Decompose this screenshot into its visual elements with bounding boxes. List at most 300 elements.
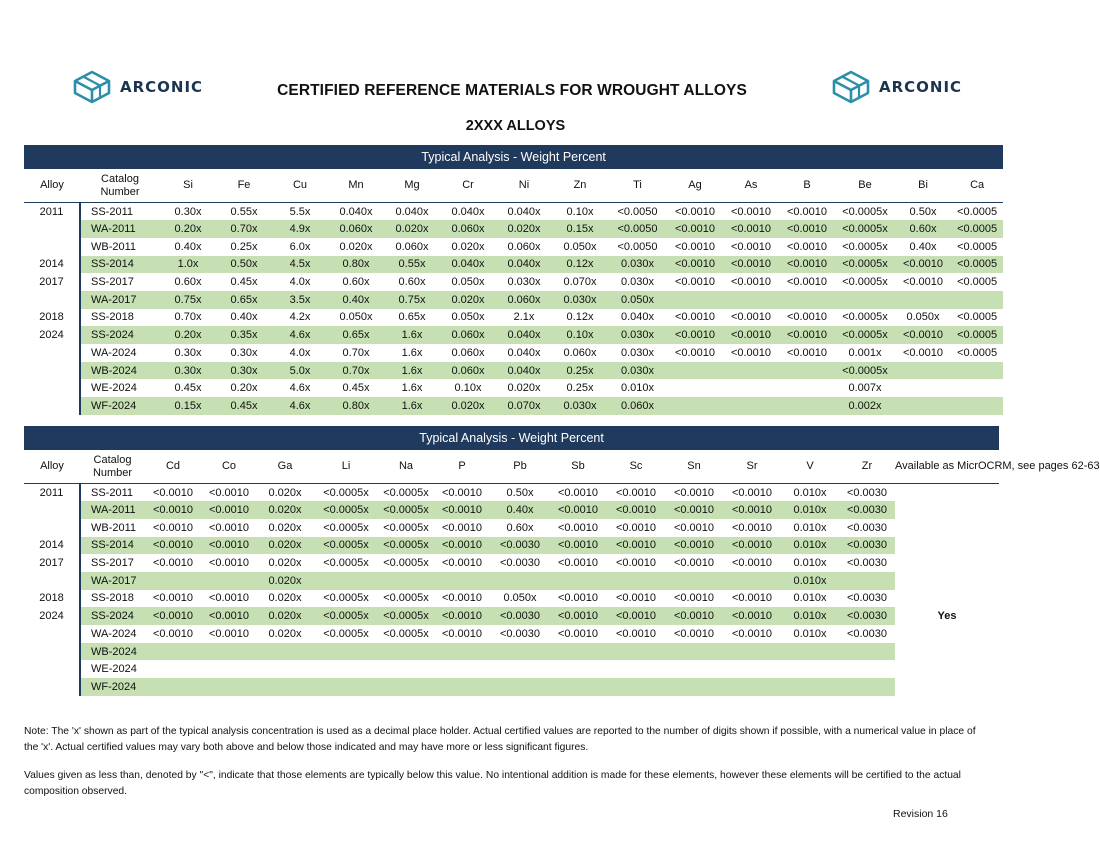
value-cell: <0.0005x: [383, 557, 429, 570]
value-cell: <0.0010: [201, 537, 257, 555]
value-cell: 0.30x: [216, 362, 272, 380]
column-header: Bi: [895, 169, 951, 203]
catalog-number-cell: WA-2011: [80, 501, 145, 519]
table-column-header-row: [24, 169, 1003, 203]
value-cell: [779, 291, 835, 309]
value-cell: 0.010x: [793, 521, 827, 534]
value-cell: [549, 572, 607, 590]
value-cell: <0.0030: [491, 607, 549, 625]
table-row: [24, 379, 1003, 397]
value-cell: <0.0010: [895, 256, 951, 274]
value-cell: 0.50x: [506, 486, 534, 499]
value-cell: <0.0005x: [835, 326, 895, 344]
column-header: As: [723, 169, 779, 203]
value-cell: <0.0010: [557, 486, 599, 499]
value-cell: [779, 397, 835, 415]
column-header: P: [433, 450, 491, 484]
value-cell: <0.0005: [957, 311, 998, 324]
value-cell: 1.0x: [160, 256, 216, 274]
value-cell: [951, 362, 1003, 380]
value-cell: <0.0010: [779, 326, 835, 344]
value-cell: 0.020x: [339, 240, 373, 253]
revision-label: Revision 16: [893, 808, 948, 820]
value-cell: <0.0010: [730, 205, 772, 218]
value-cell: 0.002x: [835, 397, 895, 415]
note-less-than: Values given as less than, denoted by "<", indicate that those elements are typically below this value. No intentional addition is made for these elements, however these elements will be certified to the actual composition observed.: [24, 770, 961, 797]
value-cell: <0.0010: [615, 486, 657, 499]
value-cell: 0.040x: [339, 205, 373, 218]
value-cell: <0.0010: [667, 220, 723, 238]
catalog-number-cell: WF-2024: [80, 397, 160, 415]
alloy-cell: [24, 362, 80, 380]
table-band-header: Typical Analysis - Weight Percent: [24, 145, 1003, 169]
value-cell: <0.0010: [779, 256, 835, 274]
column-header: Ag: [667, 169, 723, 203]
value-cell: [723, 643, 781, 661]
value-cell: <0.0010: [549, 537, 607, 555]
value-cell: 0.12x: [552, 256, 608, 274]
value-cell: 4.2x: [289, 311, 311, 324]
value-cell: 0.20x: [160, 326, 216, 344]
value-cell: [839, 643, 895, 661]
value-cell: 0.050x: [339, 311, 373, 324]
value-cell: <0.0005: [957, 276, 998, 289]
column-header: Be: [835, 169, 895, 203]
value-cell: <0.0005x: [323, 592, 369, 605]
value-cell: [723, 379, 779, 397]
table-row: [24, 678, 999, 696]
value-cell: 0.060x: [440, 362, 496, 380]
value-cell: 0.75x: [384, 291, 440, 309]
value-cell: 0.75x: [160, 291, 216, 309]
value-cell: <0.0010: [145, 607, 201, 625]
value-cell: 0.20x: [160, 220, 216, 238]
column-header: B: [779, 169, 835, 203]
column-header: Catalog Number: [80, 450, 145, 484]
catalog-number-cell: SS-2024: [80, 607, 145, 625]
value-cell: 0.020x: [257, 607, 313, 625]
value-cell: 0.030x: [608, 362, 667, 380]
value-cell: <0.0030: [839, 537, 895, 555]
value-cell: [723, 678, 781, 696]
alloy-cell: [24, 397, 80, 415]
value-cell: 0.25x: [566, 382, 594, 395]
value-cell: 0.010x: [793, 486, 827, 499]
alloy-cell: [24, 643, 80, 661]
table-row: [24, 238, 1003, 256]
value-cell: <0.0005x: [379, 537, 433, 555]
catalog-number-cell: WB-2011: [80, 519, 145, 537]
value-cell: 0.060x: [440, 326, 496, 344]
value-cell: 0.40x: [491, 501, 549, 519]
value-cell: 1.6x: [384, 326, 440, 344]
value-cell: 0.020x: [268, 627, 302, 640]
value-cell: <0.0005x: [323, 521, 369, 534]
value-cell: 2.1x: [513, 311, 535, 324]
catalog-number-cell: WA-2017: [80, 291, 160, 309]
value-cell: <0.0010: [786, 346, 828, 359]
value-cell: 1.6x: [401, 346, 423, 359]
value-cell: 0.020x: [507, 382, 541, 395]
value-cell: <0.0005x: [383, 486, 429, 499]
value-cell: 0.55x: [230, 205, 258, 218]
value-cell: <0.0005: [957, 346, 998, 359]
value-cell: 0.010x: [793, 627, 827, 640]
column-header: Sn: [665, 450, 723, 484]
value-cell: 0.050x: [906, 311, 940, 324]
alloy-cell: [24, 344, 80, 362]
value-cell: <0.0010: [902, 276, 944, 289]
column-header: Mg: [384, 169, 440, 203]
value-cell: 0.10x: [566, 205, 594, 218]
catalog-number-cell: SS-2011: [80, 203, 160, 221]
value-cell: <0.0005x: [379, 607, 433, 625]
value-cell: <0.0010: [557, 592, 599, 605]
value-cell: <0.0010: [779, 220, 835, 238]
value-cell: <0.0030: [839, 607, 895, 625]
value-cell: <0.0030: [846, 486, 888, 499]
value-cell: <0.0005x: [842, 240, 888, 253]
column-header: Mn: [328, 169, 384, 203]
value-cell: <0.0010: [667, 326, 723, 344]
value-cell: 0.40x: [909, 240, 937, 253]
value-cell: [665, 678, 723, 696]
value-cell: <0.0010: [674, 205, 716, 218]
value-cell: 0.030x: [608, 326, 667, 344]
value-cell: 5.5x: [289, 205, 311, 218]
value-cell: 0.020x: [268, 557, 302, 570]
catalog-number-cell: WA-2011: [80, 220, 160, 238]
value-cell: 0.030x: [620, 346, 655, 359]
value-cell: <0.0010: [723, 537, 781, 555]
value-cell: <0.0005x: [835, 220, 895, 238]
microcrm-availability-cell: [895, 625, 999, 643]
table-row: [24, 326, 1003, 344]
table-row: [24, 291, 1003, 309]
value-cell: [257, 678, 313, 696]
value-cell: 0.10x: [454, 382, 482, 395]
table-row: [24, 607, 999, 625]
catalog-number-cell: WA-2017: [80, 572, 145, 590]
value-cell: [549, 643, 607, 661]
value-cell: [201, 643, 257, 661]
value-cell: [313, 572, 379, 590]
value-cell: [667, 379, 723, 397]
value-cell: [201, 572, 257, 590]
value-cell: <0.0010: [730, 346, 772, 359]
value-cell: <0.0010: [723, 256, 779, 274]
value-cell: 0.45x: [174, 382, 202, 395]
value-cell: <0.0010: [731, 486, 773, 499]
catalog-number-cell: WE-2024: [80, 379, 160, 397]
table-row: [24, 590, 999, 608]
value-cell: 0.050x: [608, 291, 667, 309]
value-cell: [779, 379, 835, 397]
value-cell: <0.0010: [673, 486, 715, 499]
value-cell: 0.020x: [440, 291, 496, 309]
value-cell: 0.65x: [328, 326, 384, 344]
value-cell: 0.050x: [503, 592, 537, 605]
value-cell: <0.0050: [608, 220, 667, 238]
value-cell: <0.0010: [674, 346, 716, 359]
value-cell: [895, 379, 951, 397]
value-cell: 0.45x: [216, 397, 272, 415]
catalog-number-cell: SS-2024: [80, 326, 160, 344]
value-cell: [779, 362, 835, 380]
value-cell: [951, 379, 1003, 397]
table-row: [24, 501, 999, 519]
value-cell: 0.040x: [507, 346, 541, 359]
value-cell: 0.040x: [496, 326, 552, 344]
alloy-cell: [24, 625, 80, 643]
value-cell: [433, 572, 491, 590]
value-cell: [835, 291, 895, 309]
value-cell: 0.010x: [620, 382, 655, 395]
column-header: Alloy: [24, 169, 80, 203]
value-cell: 0.65x: [216, 291, 272, 309]
table-row: [24, 660, 999, 678]
value-cell: <0.0005x: [383, 521, 429, 534]
microcrm-availability-cell: [895, 572, 999, 590]
table-row: [24, 625, 999, 643]
value-cell: 0.30x: [230, 346, 258, 359]
value-cell: <0.0010: [723, 501, 781, 519]
value-cell: <0.0010: [786, 240, 828, 253]
alloy-cell: [24, 379, 80, 397]
value-cell: <0.0030: [846, 627, 888, 640]
value-cell: 0.55x: [384, 256, 440, 274]
value-cell: <0.0010: [152, 627, 194, 640]
column-header: Si: [160, 169, 216, 203]
value-cell: <0.0010: [786, 205, 828, 218]
value-cell: 0.10x: [552, 326, 608, 344]
value-cell: 0.30x: [174, 205, 202, 218]
value-cell: <0.0010: [786, 311, 828, 324]
value-cell: [839, 660, 895, 678]
value-cell: 5.0x: [272, 362, 328, 380]
alloy-cell: [24, 660, 80, 678]
table-row: [24, 344, 1003, 362]
value-cell: <0.0010: [674, 311, 716, 324]
column-header: Cd: [145, 450, 201, 484]
column-header: Ti: [608, 169, 667, 203]
value-cell: 1.6x: [384, 397, 440, 415]
value-cell: <0.0010: [433, 537, 491, 555]
value-cell: 0.80x: [328, 397, 384, 415]
value-cell: [951, 397, 1003, 415]
value-cell: 4.0x: [289, 346, 311, 359]
value-cell: [145, 660, 201, 678]
value-cell: [549, 678, 607, 696]
alloy-cell: [24, 238, 80, 256]
catalog-number-cell: SS-2017: [80, 554, 145, 572]
value-cell: 0.50x: [909, 205, 937, 218]
catalog-number-cell: SS-2018: [80, 309, 160, 327]
value-cell: <0.0005x: [383, 627, 429, 640]
value-cell: [723, 660, 781, 678]
table-row: [24, 643, 999, 661]
table-row: [24, 273, 1003, 291]
brand-name: ARCONIC: [120, 78, 204, 96]
value-cell: <0.0010: [607, 537, 665, 555]
value-cell: 0.30x: [160, 362, 216, 380]
value-cell: 0.60x: [342, 276, 370, 289]
microcrm-availability-cell: [895, 590, 999, 608]
value-cell: [313, 678, 379, 696]
value-cell: 0.007x: [848, 382, 882, 395]
value-cell: 0.45x: [342, 382, 370, 395]
value-cell: <0.0005: [957, 205, 998, 218]
microcrm-availability-cell: [895, 678, 999, 696]
value-cell: [433, 678, 491, 696]
value-cell: 1.6x: [401, 382, 423, 395]
page-title: CERTIFIED REFERENCE MATERIALS FOR WROUGHT ALLOYS: [277, 82, 747, 99]
value-cell: <0.0005x: [323, 627, 369, 640]
value-cell: 0.20x: [230, 382, 258, 395]
value-cell: 0.030x: [620, 276, 655, 289]
value-cell: <0.0005x: [842, 205, 888, 218]
value-cell: 6.0x: [289, 240, 311, 253]
value-cell: 0.020x: [451, 240, 485, 253]
value-cell: 0.060x: [451, 346, 485, 359]
value-cell: [549, 660, 607, 678]
value-cell: 0.020x: [268, 521, 302, 534]
value-cell: <0.0010: [208, 592, 250, 605]
value-cell: 0.60x: [398, 276, 426, 289]
value-cell: 0.040x: [395, 205, 429, 218]
value-cell: <0.0010: [152, 521, 194, 534]
value-cell: <0.0010: [208, 557, 250, 570]
catalog-number-cell: WE-2024: [80, 660, 145, 678]
column-header: Fe: [216, 169, 272, 203]
value-cell: [491, 660, 549, 678]
value-cell: 4.6x: [272, 397, 328, 415]
value-cell: 4.6x: [289, 382, 311, 395]
value-cell: <0.0005x: [383, 592, 429, 605]
catalog-number-cell: WB-2011: [80, 238, 160, 256]
value-cell: <0.0010: [673, 521, 715, 534]
value-cell: 0.020x: [257, 537, 313, 555]
value-cell: [313, 660, 379, 678]
value-cell: [723, 291, 779, 309]
value-cell: <0.0010: [673, 627, 715, 640]
value-cell: <0.0010: [208, 627, 250, 640]
microcrm-availability-cell: [895, 501, 999, 519]
value-cell: <0.0010: [145, 501, 201, 519]
value-cell: <0.0010: [615, 627, 657, 640]
value-cell: 0.060x: [440, 220, 496, 238]
value-cell: <0.0010: [902, 346, 944, 359]
value-cell: <0.0030: [839, 501, 895, 519]
value-cell: <0.0010: [730, 276, 772, 289]
table-row: [24, 362, 1003, 380]
table-row: [24, 220, 1003, 238]
value-cell: [607, 678, 665, 696]
column-header: Na: [379, 450, 433, 484]
value-cell: [667, 397, 723, 415]
value-cell: [257, 660, 313, 678]
alloy-cell: 2014: [24, 537, 80, 555]
alloy-cell: 2024: [24, 326, 80, 344]
value-cell: <0.0010: [441, 521, 483, 534]
value-cell: <0.0030: [499, 627, 541, 640]
column-header: Sc: [607, 450, 665, 484]
value-cell: 0.60x: [895, 220, 951, 238]
page-subtitle: 2XXX ALLOYS: [465, 118, 566, 134]
catalog-number-cell: WA-2024: [80, 625, 145, 643]
value-cell: <0.0005x: [842, 311, 888, 324]
value-cell: 0.010x: [781, 607, 839, 625]
value-cell: <0.0005x: [835, 256, 895, 274]
value-cell: [781, 660, 839, 678]
value-cell: <0.0010: [673, 557, 715, 570]
value-cell: <0.0010: [549, 501, 607, 519]
value-cell: [201, 660, 257, 678]
column-header: Ni: [496, 169, 552, 203]
catalog-number-cell: WA-2024: [80, 344, 160, 362]
value-cell: [145, 572, 201, 590]
column-header: Li: [313, 450, 379, 484]
column-header: Zr: [839, 450, 895, 484]
value-cell: [839, 678, 895, 696]
value-cell: 0.040x: [440, 256, 496, 274]
brand-name: ARCONIC: [879, 78, 963, 96]
value-cell: <0.0010: [152, 486, 194, 499]
value-cell: <0.0010: [607, 501, 665, 519]
value-cell: [665, 643, 723, 661]
value-cell: [665, 572, 723, 590]
value-cell: 0.040x: [496, 362, 552, 380]
microcrm-availability-cell: [895, 519, 999, 537]
value-cell: 0.040x: [451, 205, 485, 218]
table-row: [24, 309, 1003, 327]
value-cell: <0.0010: [615, 521, 657, 534]
value-cell: 0.060x: [496, 291, 552, 309]
alloy-cell: [24, 501, 80, 519]
value-cell: [379, 572, 433, 590]
value-cell: 0.020x: [496, 220, 552, 238]
value-cell: 0.45x: [230, 276, 258, 289]
typical-analysis-table-1: [24, 145, 1003, 415]
microcrm-availability-cell: Yes: [895, 607, 999, 625]
value-cell: 0.60x: [174, 276, 202, 289]
value-cell: <0.0010: [557, 627, 599, 640]
value-cell: <0.0005x: [835, 362, 895, 380]
alloy-cell: 2014: [24, 256, 80, 274]
alloy-cell: 2018: [24, 309, 80, 327]
value-cell: <0.0030: [499, 557, 541, 570]
value-cell: [723, 362, 779, 380]
value-cell: <0.0010: [441, 627, 483, 640]
value-cell: 0.020x: [257, 572, 313, 590]
value-cell: <0.0010: [667, 256, 723, 274]
value-cell: 0.020x: [257, 501, 313, 519]
table-body: [24, 203, 1003, 415]
value-cell: <0.0010: [723, 607, 781, 625]
alloy-cell: 2017: [24, 273, 80, 291]
value-cell: <0.0050: [617, 205, 658, 218]
value-cell: <0.0005: [957, 240, 998, 253]
note-decimal-placeholder: Note: The 'x' shown as part of the typical analysis concentration is used as a decimal place holder. Actual certified values are reported to the number of digits shown if possible, with a numerical value in place of the 'x'. Actual certified values may vary both above and below those indicated and may have more or less significant figures.: [24, 726, 976, 753]
table-row: [24, 484, 999, 502]
value-cell: <0.0010: [673, 592, 715, 605]
value-cell: 0.65x: [398, 311, 426, 324]
value-cell: <0.0005: [951, 326, 1003, 344]
column-header: Pb: [491, 450, 549, 484]
value-cell: 0.040x: [507, 205, 541, 218]
value-cell: 0.010x: [781, 501, 839, 519]
value-cell: <0.0010: [674, 240, 716, 253]
